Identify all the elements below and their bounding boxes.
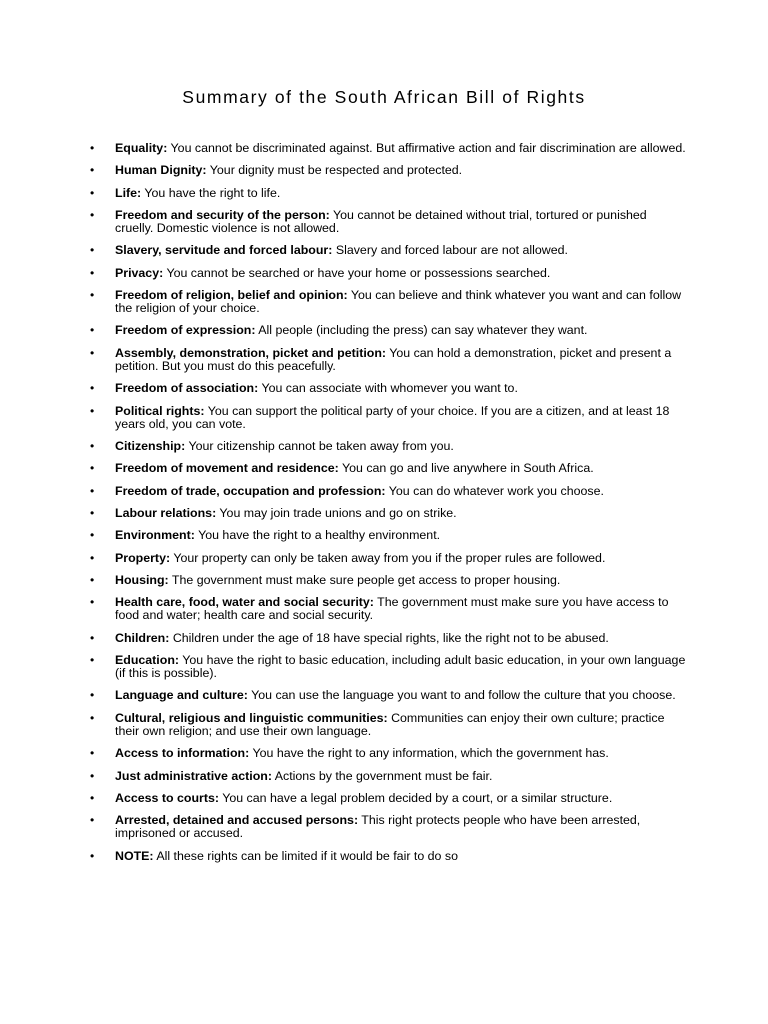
list-item [88,440,688,453]
bullet-icon: • [90,381,95,396]
right-term: Children: [115,630,170,645]
right-term: Freedom of movement and residence: [115,461,339,476]
right-description: You may join trade unions and go on strike. [219,505,457,520]
list-item [88,462,688,475]
right-term: Slavery, servitude and forced labour: [115,243,333,258]
bullet-icon: • [90,746,95,761]
right-description: You have the right to basic education, including adult basic education, in your own language (if this is possible). [115,652,686,681]
bullet-icon: • [90,630,95,645]
list-item [88,529,688,542]
list-item [88,689,688,702]
right-description: You can have a legal problem decided by a court, or a similar structure. [222,790,613,805]
bullet-icon: • [90,595,95,610]
right-term: Housing: [115,572,169,587]
right-term: Language and culture: [115,688,248,703]
right-term: Freedom of association: [115,381,259,396]
bullet-icon: • [90,163,95,178]
page-title: Summary of the South African Bill of Rights [182,87,586,107]
right-term: Freedom of religion, belief and opinion: [115,287,348,302]
list-item [88,596,688,622]
bullet-icon: • [90,505,95,520]
right-description: Your property can only be taken away from you if the proper rules are followed. [173,550,606,565]
bullet-icon: • [90,439,95,454]
right-term: NOTE: [115,848,154,863]
bullet-icon: • [90,790,95,805]
bullet-icon: • [90,345,95,360]
bullet-icon: • [90,710,95,725]
list-item [88,289,688,315]
right-description: You can do whatever work you choose. [388,483,604,498]
bullet-icon: • [90,243,95,258]
bullet-icon: • [90,265,95,280]
list-item [88,347,688,373]
right-description: Your citizenship cannot be taken away from you. [188,439,454,454]
list-item [88,164,688,177]
list-item [88,324,688,337]
right-term: Freedom of trade, occupation and profession: [115,483,386,498]
bullet-icon: • [90,483,95,498]
list-item [88,654,688,680]
right-term: Education: [115,652,180,667]
right-description: You can use the language you want to and follow the culture that you choose. [251,688,676,703]
bullet-icon: • [90,287,95,302]
bullet-icon: • [90,141,95,155]
list-item [88,747,688,760]
right-term: Environment: [115,528,195,543]
right-description: All these rights can be limited if it would be fair to do so [156,848,458,863]
list-item [88,850,688,863]
right-description: Children under the age of 18 have special rights, like the right not to be abused. [172,630,609,645]
bullet-icon: • [90,403,95,418]
list-item [88,142,688,155]
rights-list [88,142,688,872]
bullet-icon: • [90,461,95,476]
bullet-icon: • [90,550,95,565]
bullet-icon: • [90,688,95,703]
right-description: Communities can enjoy their own culture; practice their own religion; and use their own language. [115,710,665,738]
list-item [88,507,688,520]
right-description: The government must make sure people get access to proper housing. [171,572,561,587]
bullet-icon: • [90,848,95,863]
right-term: Freedom and security of the person: [115,207,330,222]
right-description: You can hold a demonstration, picket and present a petition. But you must do this peacefully. [115,345,672,373]
list-item [88,770,688,783]
right-description: You can associate with whomever you want to. [261,381,518,396]
right-description: All people (including the press) can say whatever they want. [258,323,588,338]
bullet-icon: • [90,572,95,587]
right-term: Arrested, detained and accused persons: [115,813,359,828]
list-item [88,267,688,280]
right-term: Cultural, religious and linguistic communities: [115,710,388,725]
right-term: Human Dignity: [115,163,207,178]
right-term: Health care, food, water and social security: [115,595,374,610]
bullet-icon: • [90,813,95,828]
list-item [88,244,688,257]
right-term: Just administrative action: [115,768,272,783]
list-item [88,485,688,498]
right-term: Assembly, demonstration, picket and petition: [115,345,387,360]
right-description: You can support the political party of your choice. If you are a citizen, and at least 18 years old, you can vote. [115,403,670,431]
right-term: Political rights: [115,403,205,418]
list-item [88,792,688,805]
list-item [88,187,688,200]
bullet-icon: • [90,652,95,667]
right-description: You can go and live anywhere in South Africa. [342,461,594,476]
right-term: Citizenship: [115,439,186,454]
right-description: You cannot be searched or have your home or possessions searched. [166,265,551,280]
list-item [88,209,688,235]
right-term: Privacy: [115,265,164,280]
right-description: Actions by the government must be fair. [274,768,493,783]
right-description: You have the right to life. [144,185,281,200]
right-term: Access to courts: [115,790,219,805]
list-item [88,552,688,565]
right-term: Property: [115,550,171,565]
right-description: Slavery and forced labour are not allowed. [335,243,568,258]
bullet-icon: • [90,528,95,543]
right-description: You cannot be discriminated against. But affirmative action and fair discrimination are allowed. [170,141,686,155]
list-item [88,712,688,738]
right-description: You have the right to any information, which the government has. [252,746,609,761]
right-term: Equality: [115,141,168,155]
list-item [88,382,688,395]
right-term: Access to information: [115,746,250,761]
right-term: Labour relations: [115,505,217,520]
list-item [88,632,688,645]
right-description: You have the right to a healthy environment. [198,528,441,543]
right-term: Life: [115,185,142,200]
bullet-icon: • [90,323,95,338]
right-description: This right protects people who have been arrested, imprisoned or accused. [115,813,641,841]
right-description: You can believe and think whatever you want and can follow the religion of your choice. [115,287,682,316]
list-item [88,814,688,840]
right-description: Your dignity must be respected and protected. [209,163,463,178]
bullet-icon: • [90,768,95,783]
right-description: You cannot be detained without trial, tortured or punished cruelly. Domestic violence is not allowed. [115,207,647,236]
bullet-icon: • [90,207,95,222]
list-item [88,405,688,431]
bullet-icon: • [90,185,95,200]
right-term: Freedom of expression: [115,323,256,338]
list-item [88,574,688,587]
right-description: The government must make sure you have access to food and water; health care and social security. [115,595,669,623]
